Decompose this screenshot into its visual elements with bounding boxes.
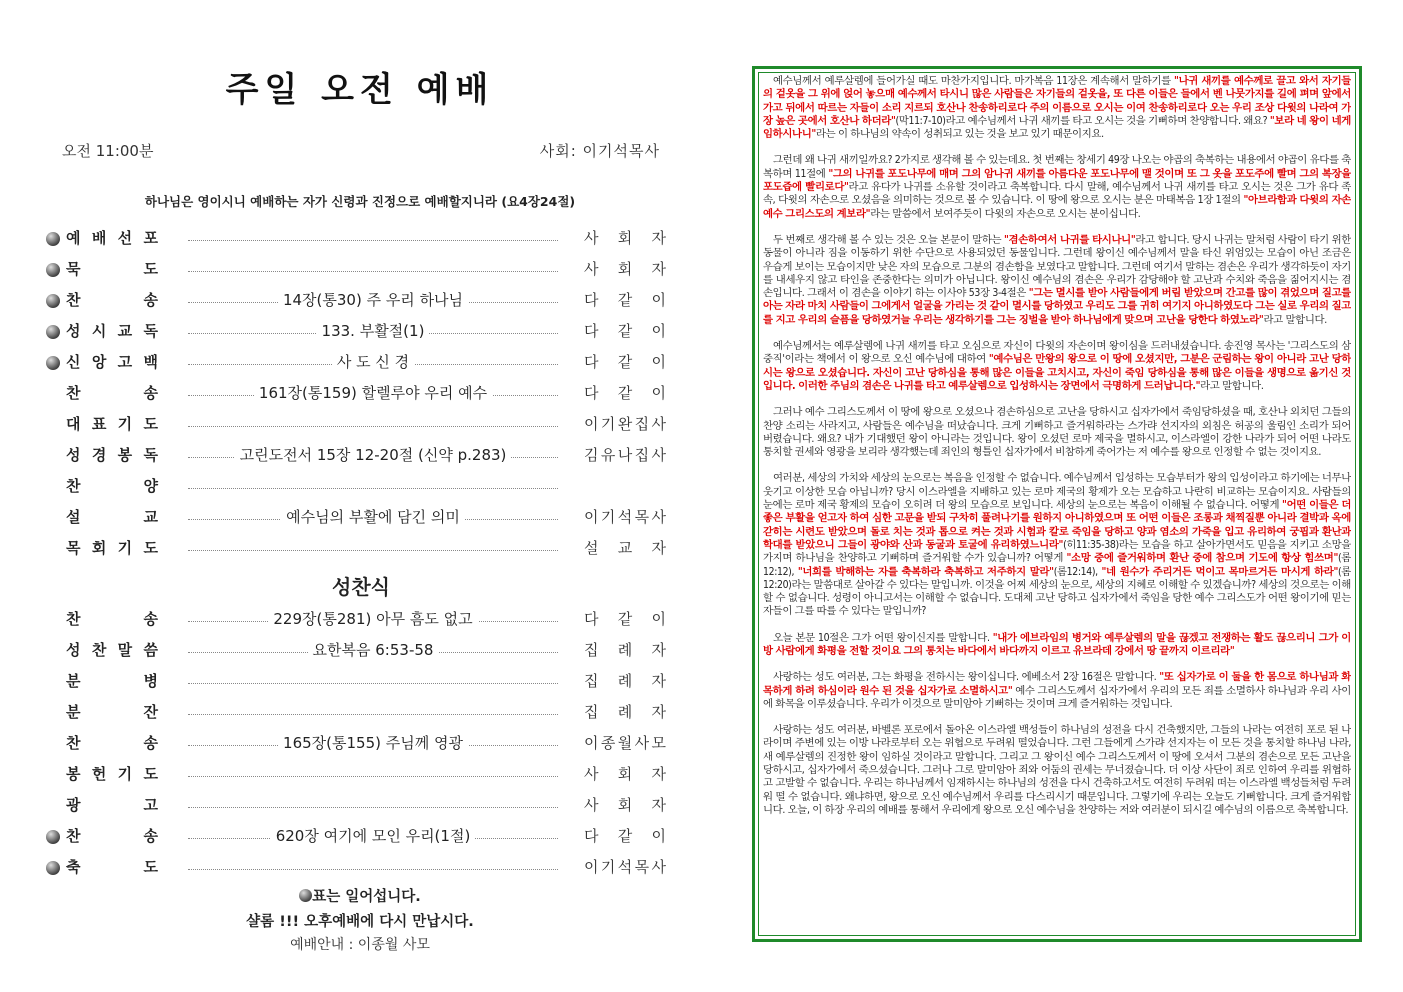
standing-bullet-icon — [46, 232, 60, 246]
order-label — [66, 794, 158, 815]
scripture-quote: "겸손하여서 나귀를 타시나니" — [1003, 233, 1136, 246]
theme-verse: 하나님은 영이시니 예배하는 자가 신령과 진정으로 예배할지니라 (요4장24절) — [144, 194, 576, 209]
order-label — [66, 475, 158, 496]
order-label-char: 축 — [66, 858, 81, 876]
order-content — [188, 444, 558, 465]
scripture-quote: "보라 네 왕이 네게 임하시나니" — [763, 114, 1351, 141]
order-person-char: 사 — [584, 260, 599, 278]
sermon-paragraph — [763, 406, 1351, 459]
order-person-char: 다 — [584, 610, 599, 628]
order-person-char: 사 — [634, 734, 650, 752]
order-person-char: 자 — [651, 229, 666, 247]
standing-bullet-icon — [46, 830, 60, 844]
order-label-char: 도 — [143, 765, 158, 783]
order-person-char: 사 — [584, 229, 599, 247]
dotted-leader — [188, 770, 558, 777]
order-label-char: 헌 — [91, 765, 107, 783]
sermon-text-run: 라는 말씀에서 보여주듯이 다윗의 자손으로 오시는 분이십니다. — [870, 207, 1141, 220]
order-label — [66, 670, 158, 691]
order-person — [584, 608, 666, 629]
order-label-char: 송 — [143, 610, 158, 628]
order-person-char: 나 — [617, 446, 633, 464]
order-label — [66, 289, 158, 310]
order-label — [66, 608, 158, 629]
order-label-char: 병 — [143, 672, 158, 690]
order-label-char: 교 — [117, 322, 133, 340]
order-label-char: 봉 — [117, 446, 133, 464]
sermon-text-run: 오늘 본문 10절은 그가 어떤 왕이신지를 말합니다. — [773, 631, 993, 644]
order-person — [584, 227, 666, 248]
order-label-char: 송 — [143, 827, 158, 845]
dotted-leader — [188, 708, 558, 715]
order-label-char: 성 — [66, 446, 81, 464]
order-person-char: 같 — [617, 827, 633, 845]
order-label — [66, 382, 158, 403]
order-person-char: 자 — [651, 260, 666, 278]
order-label-char: 앙 — [91, 353, 107, 371]
sermon-text-run: (롬12:14), — [1053, 565, 1102, 578]
page-title: 주일 오전 예배 — [225, 70, 495, 110]
order-of-worship — [40, 0, 680, 992]
order-person-char: 자 — [651, 765, 666, 783]
sermon-text-run: (막11:7-10)라고 예수님께서 나귀 새끼를 타고 오시는 것을 기뻐하며 찬양합니다. 왜요? — [895, 114, 1270, 127]
order-label-char: 시 — [91, 322, 107, 340]
order-content-text: 사 도 신 경 — [332, 353, 414, 371]
order-row — [46, 315, 676, 346]
order-label-char: 도 — [143, 260, 158, 278]
order-label-char: 말 — [117, 641, 133, 659]
order-label-char: 분 — [66, 703, 81, 721]
sermon-paragraph — [763, 632, 1351, 659]
order-content — [188, 320, 558, 341]
order-person — [584, 413, 666, 434]
order-person — [584, 639, 666, 660]
order-person-char: 유 — [600, 446, 616, 464]
order-row — [46, 439, 676, 470]
communion-section — [46, 563, 676, 603]
order-person-char: 이 — [584, 734, 599, 752]
dotted-leader — [188, 677, 558, 684]
order-label-char: 찬 — [66, 291, 81, 309]
scripture-quote: "소망 중에 즐거워하며 환난 중에 참으며 기도에 항상 힘쓰며" — [1066, 552, 1338, 565]
order-label-char: 기 — [117, 539, 133, 557]
order-content-text: 요한복음 6:53-58 — [308, 641, 439, 659]
order-label-char: 찬 — [66, 827, 81, 845]
order-label — [66, 506, 158, 527]
sermon-paragraph — [763, 724, 1351, 817]
order-content-text: 133. 부활절(1) — [317, 322, 430, 340]
scripture-quote: "너희를 박해하는 자를 축복하라 축복하고 저주하지 말라" — [797, 565, 1054, 578]
standing-bullet-icon — [46, 263, 60, 277]
sermon-paragraph — [763, 472, 1351, 618]
order-label-char: 배 — [91, 229, 107, 247]
order-person-char: 사 — [651, 415, 666, 433]
sermon-text-run: 그런데 왜 나귀 새끼일까요? 2가지로 생각해 볼 수 있는데요. 첫 번째는 창세기 49장 나오는 야곱의 축복하는 내용에서 야곱이 유다를 축복하며 11절에 — [763, 154, 1351, 180]
sermon-text-run: 라고 유다가 나귀를 소유할 것이라고 축복합니다. 다시 말해, 예수님께서 나귀 새끼를 타고 오시는 것은 그가 유다 족속, 다윗의 자손으로 오셨음을 의미하는 것으로 볼 수 있습니다. 이 땅에 왕으로 오시는 분은 마태복음 1장 1절의 — [763, 181, 1351, 207]
order-label-char: 도 — [143, 539, 158, 557]
dotted-leader — [188, 265, 558, 272]
order-person-char: 이 — [651, 610, 666, 628]
order-label-char: 표 — [91, 415, 107, 433]
order-person-char: 사 — [584, 765, 599, 783]
scripture-quote: "그는 멸시를 받아 사람들에게 버림 받았으며 간고를 많이 겪었으며 질고를 아는 자라 마치 사람들이 그에게서 얼굴을 가리는 것 같이 멸시를 당하였고 우리도 그를 귀히 여기지 아니하였도다 그는 실로 우리의 질고를 지고 우리의 슬픔을 당하였거늘 우리는 생각하기를 그는 징벌을 받아 하나님에게 맞으며 고난을 당한다 하였노라" — [763, 287, 1351, 326]
order-person-char: 이 — [584, 858, 599, 876]
order-person-char: 설 — [584, 539, 599, 557]
order-label-char: 찬 — [66, 477, 81, 495]
stand-note — [40, 885, 680, 906]
sermon-text-run: (롬12:12), — [763, 552, 1351, 578]
order-label-char: 분 — [66, 672, 81, 690]
order-label — [66, 413, 158, 434]
order-label — [66, 639, 158, 660]
service-time: 오전 11:00분 — [62, 142, 154, 160]
order-person-char: 이 — [651, 827, 666, 845]
communion-title: 성찬식 — [332, 575, 390, 599]
order-label-char: 잔 — [143, 703, 158, 721]
order-person-char: 자 — [651, 641, 666, 659]
order-person-char: 례 — [617, 703, 633, 721]
order-content — [188, 351, 558, 372]
order-person-char: 자 — [651, 703, 666, 721]
order-label-char: 고 — [143, 796, 158, 814]
order-person-char: 같 — [617, 322, 633, 340]
order-person-char: 자 — [651, 539, 666, 557]
order-label-char: 선 — [117, 229, 133, 247]
order-person — [584, 732, 666, 753]
farewell-text: 샬롬 !!! 오후예배에 다시 만납시다. — [246, 914, 474, 930]
scripture-quote: "아브라함과 다윗의 자손 예수 그리스도의 계보라" — [763, 194, 1351, 220]
dotted-leader — [188, 482, 558, 489]
order-label-char: 기 — [117, 415, 133, 433]
order-label-char: 찬 — [66, 734, 81, 752]
service-leader: 사회: 이기석목사 — [539, 142, 660, 160]
order-label-char: 대 — [66, 415, 81, 433]
scripture-quote: "어떤 이들은 더 좋은 부활을 얻고자 하여 심한 고문을 받되 구차히 풀려나기를 원하지 아니하였으며 또 어떤 이들은 조롱과 채찍질뿐 아니라 결박과 옥에 갇히는 시련도 받았으며 돌로 치는 것과 톱으로 켜는 것과 시험과 칼로 죽임을 당하고 양과 염소의 가죽을 입고 유리하여 궁핍과 환난과 학대를 받았으니 그들이 광야와 산과 동굴과 토굴에 유리하였느니라" — [763, 499, 1351, 551]
order-row — [46, 532, 676, 563]
order-label — [66, 227, 158, 248]
sermon-text-run: 예수님께서는 예루살렘에 나귀 새끼를 타고 오심으로 자신이 다윗의 자손이며 왕이심을 드러내셨습니다. 송진영 목사는 '그리스도의 삼중직'이라는 책에서 이 왕으로 오신 예수님에 대하여 — [763, 340, 1351, 366]
order-label-char: 도 — [143, 415, 158, 433]
sermon-paragraph — [763, 234, 1351, 327]
sermon-text-run: (롬12:20)라는 말씀대로 살아갈 수 있다는 말입니까. 이것을 어찌 세상의 눈으로, 세상의 지혜로 이해할 수 있겠습니까? 세상의 것으로는 이해할 수 없습니다. 성령이 아니고서는 이해할 수 없습니다. 도대체 고난 당하고 십자가에서 죽임을 당한 예수 그리스도가 어떤 왕이기에 믿는 자들이 그를 따를 수 있다는 말입니까? — [763, 565, 1351, 618]
order-row — [46, 758, 676, 789]
order-label-char: 예 — [66, 229, 81, 247]
dotted-leader — [188, 863, 558, 870]
order-label-char: 고 — [117, 353, 133, 371]
order-person-char: 다 — [584, 384, 599, 402]
order-person-char: 회 — [617, 796, 633, 814]
dotted-leader — [188, 420, 558, 427]
order-label-char: 독 — [143, 322, 158, 340]
order-label-char: 묵 — [66, 260, 81, 278]
order-person-char: 모 — [651, 734, 666, 752]
order-row — [46, 408, 676, 439]
order-list — [46, 222, 676, 882]
sermon-text-run: 라고 말합니다. — [1200, 379, 1264, 392]
order-person-char: 이 — [651, 384, 666, 402]
order-label-char: 송 — [143, 384, 158, 402]
order-label-char: 기 — [117, 765, 133, 783]
order-content-text: 229장(통281) 아무 흠도 없고 — [268, 610, 477, 628]
scripture-quote: "예수님은 만왕의 왕으로 이 땅에 오셨지만, 그분은 군림하는 왕이 아니라 고난 당하시는 왕으로 오셨습니다. 자신이 고난 당하심을 통해 많은 이들을 고치시고, 자신이 죽임 당하심을 통해 많은 이들을 생명으로 옮기신 것입니다. 이러한 주님의 겸손은 나귀를 타고 예루살렘으로 입성하시는 장면에서 극명하게 드러납니다." — [763, 353, 1351, 392]
order-label-char: 양 — [143, 477, 158, 495]
order-row — [46, 851, 676, 882]
order-person — [584, 794, 666, 815]
order-person-char: 월 — [617, 734, 633, 752]
order-person-char: 다 — [584, 322, 599, 340]
order-row — [46, 346, 676, 377]
sermon-text-run: 라는 이 하나님의 약속이 성취되고 있는 것을 보고 있기 때문이지요. — [815, 128, 1104, 141]
order-person-char: 교 — [617, 539, 633, 557]
order-content — [188, 289, 558, 310]
order-label-char: 송 — [143, 291, 158, 309]
order-content-text: 고린도전서 15장 12-20절 (신약 p.283) — [235, 446, 512, 464]
service-guide: 예배안내 : 이종월 사모 — [290, 937, 430, 953]
order-label — [66, 258, 158, 279]
order-label — [66, 701, 158, 722]
order-label-char: 포 — [143, 229, 158, 247]
order-person — [584, 258, 666, 279]
scripture-quote: "그의 나귀를 포도나무에 매며 그의 암나귀 새끼를 아름다운 포도나무에 맬 것이며 또 그 옷을 포도주에 빨며 그의 복장을 포도즙에 빨리로다" — [763, 167, 1351, 194]
sermon-text-run: 라고 합니다. 당시 나귀는 말처럼 사람이 타기 위한 동물이 아니라 짐을 이동하기 위한 수단으로 사용되었던 동물입니다. 그런데 왕이신 예수님께서 말을 타신 위엄있는 모습이 아닌 조금은 우습게 보이는 모습이지만 낮은 자의 모습으로 그분의 겸손함을 보였다고 말합니다. 그런데 여기서 말하는 겸손은 우리가 생각하듯이 자기를 내세우지 않고 타인을 존중한다는 의미가 아닙니다. 왕이신 예수님의 겸손은 우리가 감당해야 할 고난과 수치와 죽음을 짊어지시는 겸손입니다. 그래서 이 겸손을 이야기 하는 이사야 53장 3-4절은 — [763, 233, 1351, 300]
order-row — [46, 501, 676, 532]
order-content-text: 165장(통155) 주님께 영광 — [278, 734, 468, 752]
order-person-char: 목 — [634, 858, 650, 876]
order-person-char: 기 — [600, 858, 616, 876]
order-row — [46, 696, 676, 727]
order-person-char: 기 — [600, 415, 616, 433]
order-person-char: 자 — [651, 796, 666, 814]
order-person — [584, 351, 666, 372]
standing-bullet-icon — [299, 889, 312, 902]
order-label — [66, 444, 158, 465]
order-content-text: 예수님의 부활에 담긴 의미 — [281, 508, 465, 526]
order-row — [46, 789, 676, 820]
order-label-char: 목 — [66, 539, 81, 557]
order-content — [188, 732, 558, 753]
standing-bullet-icon — [46, 356, 60, 370]
order-person-char: 자 — [651, 672, 666, 690]
order-label — [66, 732, 158, 753]
order-label-char: 찬 — [66, 384, 81, 402]
sermon-text-run: 라고 말합니다. — [1263, 313, 1327, 326]
order-person-char: 같 — [617, 353, 633, 371]
order-person-char: 종 — [600, 734, 616, 752]
sermon-text-run: (히11:35-38)라는 모습을 하고 살아가면서도 믿음을 지키고 소망을 가지며 하나님을 찬양하고 기뻐하며 즐거워할 수가 있습니까? 어떻게 — [763, 538, 1351, 565]
sermon-paragraph — [763, 340, 1351, 393]
order-label-char: 회 — [91, 539, 107, 557]
order-label-char: 교 — [143, 508, 158, 526]
order-person-char: 다 — [584, 291, 599, 309]
order-label-char: 씀 — [143, 641, 158, 659]
order-row — [46, 820, 676, 851]
order-label-char: 광 — [66, 796, 81, 814]
order-person-char: 사 — [584, 796, 599, 814]
order-label-char: 성 — [66, 641, 81, 659]
order-person — [584, 763, 666, 784]
order-label-char: 찬 — [91, 641, 107, 659]
order-person-char: 사 — [651, 508, 666, 526]
dotted-leader — [188, 234, 558, 241]
order-person-char: 회 — [617, 765, 633, 783]
order-row — [46, 634, 676, 665]
order-label-char: 백 — [143, 353, 158, 371]
order-person-char: 집 — [584, 672, 599, 690]
order-person-char: 회 — [617, 229, 633, 247]
order-person-char: 사 — [651, 446, 666, 464]
sermon-text-run: 그러나 예수 그리스도께서 이 땅에 왕으로 오셨으나 겸손하심으로 고난을 당하시고 십자가에서 죽임당하셨을 때, 호산나 외치던 그들의 찬양 소리는 사라지고, 사람들은 예수님을 떠났습니다. 크게 기뻐하고 즐거워하라는 스가랴 선지자의 외침은 허공의 울림인 소리가 되어 버렸습니다. 왜요? 내가 기대했던 왕이 아니라는 것입니다. 왕이 오셨던 로마 제국을 멸하시고, 이스라엘이 강한 나라가 되어 어떤 나라도 통치할 권세와 영광을 보리라 생각했는데 죄인의 형틀인 십자가에서 비참하게 죽어가는 저 예수를 왕으로 인정할 수 없는 것이지요. — [763, 406, 1351, 459]
order-person-char: 례 — [617, 641, 633, 659]
sermon-box — [752, 66, 1362, 942]
order-person-char: 례 — [617, 672, 633, 690]
order-person — [584, 701, 666, 722]
standing-bullet-icon — [46, 861, 60, 875]
order-person — [584, 537, 666, 558]
order-person-char: 집 — [584, 641, 599, 659]
order-person — [584, 825, 666, 846]
sermon-text-run: 예수님께서 예루살렘에 들어가실 때도 마찬가지입니다. 마가복음 11장은 계속해서 말하기를 — [773, 75, 1175, 87]
order-content — [188, 506, 558, 527]
order-person — [584, 289, 666, 310]
order-person-char: 이 — [651, 322, 666, 340]
order-person-char: 이 — [651, 353, 666, 371]
order-person-char: 목 — [634, 508, 650, 526]
order-label-char: 독 — [143, 446, 158, 464]
order-person-char: 회 — [617, 260, 633, 278]
sermon-text-run: 사랑하는 성도 여러분, 바벨론 포로에서 돌아온 이스라엘 백성들이 하나님의 성전을 다시 건축했지만, 그들의 나라는 여전히 포로 된 나라이며 주변에 있는 이방 나라로부터 오는 위협으로 두려워 떨었습니다. 그런 그들에게 스가랴 선지자는 이 모든 것을 통치할 하나님 나라, 새 예루살렘의 진정한 왕이 임하실 것이라고 말합니다. 그리고 그 왕이신 예수 그리스도께서 이 땅에 오셔서 그분의 겸손으로 모든 고난을 당하시고, 십자가에서 죽으셨습니다. 그러나 그로 말미암아 죄와 어둠의 권세는 무너졌습니다. 더 이상 사단이 죄로 인하여 우리를 위협하고 고발할 수 없습니다. 우리는 하나님께서 임재하시는 하나님의 성전을 다시 건축하고서도 여전히 두려워 떠는 이스라엘 백성들처럼 두려워 떨 수 없습니다. 왜냐하면, 왕으로 오신 예수님께서 우리를 다스리시기 때문입니다. 그렇기에 우리는 오늘도 기뻐합니다. 크게 즐거워합니다. 오늘, 이 하장 우리의 예배를 통해서 우리에게 왕으로 오신 예수님을 찬양하는 저와 여러분이 되시길 예수님의 이름으로 축복합니다. — [763, 724, 1351, 816]
dotted-leader — [188, 544, 558, 551]
footer — [40, 885, 680, 954]
order-label — [66, 825, 158, 846]
order-row — [46, 665, 676, 696]
sermon-paragraph — [763, 671, 1351, 711]
order-person-char: 김 — [584, 446, 599, 464]
order-person-char: 같 — [617, 384, 633, 402]
order-label-char: 도 — [143, 858, 158, 876]
order-label — [66, 537, 158, 558]
order-person-char: 같 — [617, 291, 633, 309]
order-content — [188, 382, 558, 403]
order-row — [46, 727, 676, 758]
order-label-char: 성 — [66, 322, 81, 340]
order-person-char: 집 — [584, 703, 599, 721]
stand-note-text: 표는 일어섭니다. — [312, 889, 421, 905]
sermon-paragraph — [763, 75, 1351, 141]
order-row — [46, 253, 676, 284]
order-label — [66, 320, 158, 341]
order-label — [66, 763, 158, 784]
order-person-char: 다 — [584, 353, 599, 371]
order-person-char: 이 — [651, 291, 666, 309]
order-person — [584, 320, 666, 341]
order-content — [188, 608, 558, 629]
order-label — [66, 351, 158, 372]
order-person — [584, 444, 666, 465]
order-row — [46, 377, 676, 408]
sermon-text-run: 예수 그리스도께서 십자가에서 우리의 모든 죄를 소멸하사 하나님과 우리 사이에 화목을 이루셨습니다. 우리가 이것으로 말미암아 기뻐하는 것이며 크게 즐거워하는 것입니다. — [763, 684, 1351, 710]
sermon-text-run: 여러분, 세상의 가치와 세상의 눈으로는 복음을 인정할 수 없습니다. 예수님께서 입성하는 모습부터가 왕의 입성이라고 하기에는 너무나 웃기고 이상한 모습 아닙니까? 당시 이스라엘을 지배하고 있는 로마 제국의 황제가 오는 모습하고 나란히 비교하는 모습이지요. 사람들의 눈에는 로마 제국 황제의 모습이 오히려 더 왕의 모습으로 보입니다. 세상의 눈으로는 복음이 이해될 수 없습니다. 어떻게 — [763, 472, 1351, 512]
order-person-char: 석 — [617, 508, 633, 526]
order-content — [188, 825, 558, 846]
order-label-char: 봉 — [66, 765, 81, 783]
order-person — [584, 382, 666, 403]
order-row — [46, 470, 676, 501]
order-content-text: 14장(통30) 주 우리 하나님 — [278, 291, 468, 309]
standing-bullet-icon — [46, 294, 60, 308]
order-person-char: 같 — [617, 610, 633, 628]
scripture-quote: "내가 에브라임의 병거와 예루살렘의 말을 끊겠고 전쟁하는 활도 끊으리니 그가 이방 사람에게 화평을 전할 것이요 그의 통치는 바다에서 바다까지 이르고 유브라데 강에서 땅 끝까지 이르리라" — [763, 631, 1351, 657]
order-label-char: 신 — [66, 353, 81, 371]
order-row — [46, 603, 676, 634]
order-person-char: 집 — [634, 446, 650, 464]
order-label-char: 경 — [91, 446, 107, 464]
order-person-char: 석 — [617, 858, 633, 876]
order-person — [584, 506, 666, 527]
sermon-text — [763, 75, 1351, 933]
order-person-char: 완 — [617, 415, 633, 433]
order-person-char: 이 — [584, 508, 599, 526]
order-row — [46, 222, 676, 253]
order-label — [66, 856, 158, 877]
order-person-char: 다 — [584, 827, 599, 845]
order-content-text: 620장 여기에 모인 우리(1절) — [271, 827, 476, 845]
scripture-quote: "나귀 새끼를 예수께로 끌고 와서 자기들의 겉옷을 그 위에 얹어 놓으매 예수께서 타시니 많은 사람들은 자기들의 겉옷을, 또 다른 이들은 들에서 벤 나뭇가지를 길에 펴며 앞에서 가고 뒤에서 따르는 자들이 소리 지르되 호산나 찬송하리로다 주의 이름으로 오시는 이여 찬송하리로다 오는 우리 조상 다윗의 나라여 가장 높은 곳에서 호산나 하더라" — [763, 75, 1351, 127]
sermon-paragraph — [763, 154, 1351, 220]
order-person-char: 이 — [584, 415, 599, 433]
order-content — [188, 639, 558, 660]
order-person-char: 기 — [600, 508, 616, 526]
order-person-char: 사 — [651, 858, 666, 876]
order-label-char: 송 — [143, 734, 158, 752]
sermon-text-run: 사랑하는 성도 여러분, 그는 화평을 전하시는 왕이십니다. 에베소서 2장 16절은 말합니다. — [773, 671, 1160, 684]
scripture-quote: "또 십자가로 이 둘을 한 몸으로 하나님과 화목하게 하려 하심이라 원수 된 것을 십자가로 소멸하시고" — [763, 671, 1351, 697]
order-label-char: 찬 — [66, 610, 81, 628]
standing-bullet-icon — [46, 325, 60, 339]
order-person — [584, 856, 666, 877]
order-row — [46, 284, 676, 315]
sermon-text-run: 두 번째로 생각해 볼 수 있는 것은 오늘 본문이 말하는 — [773, 233, 1004, 246]
order-label-char: 설 — [66, 508, 81, 526]
scripture-quote: "네 원수가 주리거든 먹이고 목마르거든 마시게 하라" — [1101, 565, 1338, 578]
dotted-leader — [188, 801, 558, 808]
order-person-char: 집 — [634, 415, 650, 433]
order-content-text: 161장(통159) 할렐루야 우리 예수 — [254, 384, 492, 402]
order-person — [584, 670, 666, 691]
